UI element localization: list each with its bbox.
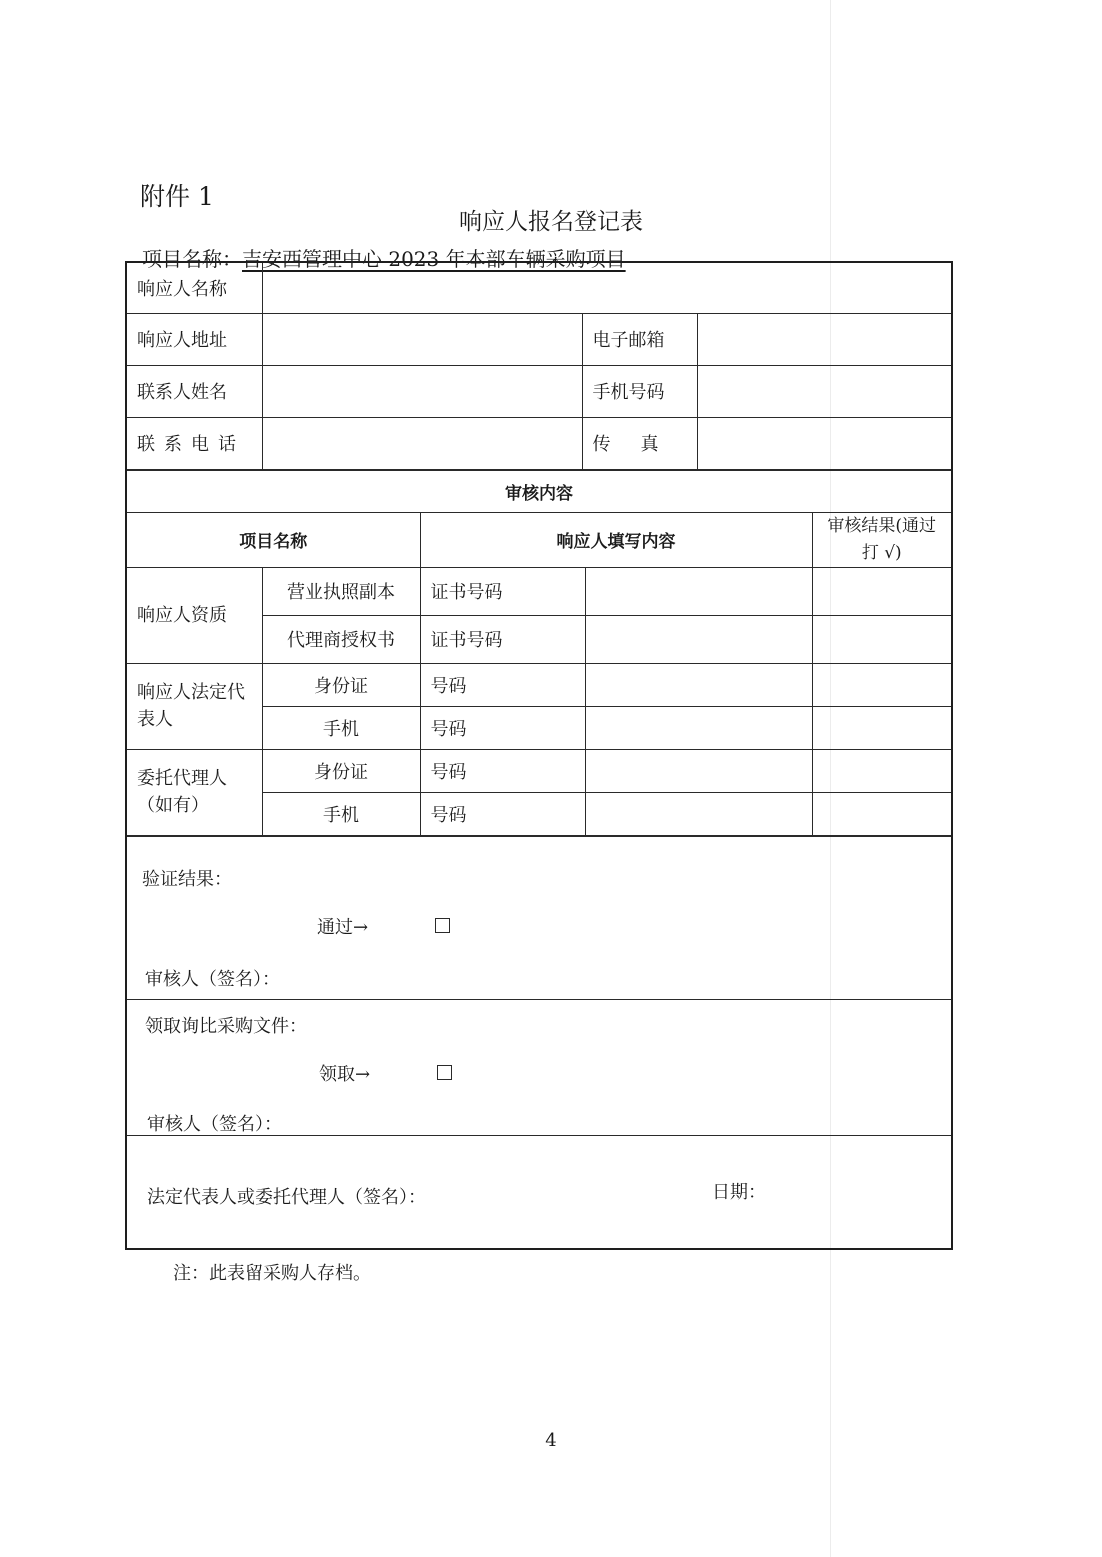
business-license-number-field[interactable] [585,567,812,615]
group-qualification: 响应人资质 [127,567,262,663]
item-id-card: 身份证 [262,749,420,792]
contact-phone-label: 联系电话 [127,417,262,469]
col-header-result: 审核结果(通过打 √) [812,512,951,567]
fax-label: 传真 [582,417,697,469]
page-number: 4 [545,1430,557,1451]
mobile-field[interactable] [697,365,951,417]
documents-section [127,999,951,1135]
agent-id-result-field[interactable] [812,749,951,792]
agent-id-field[interactable] [585,749,812,792]
item-agent-authorization: 代理商授权书 [262,615,420,663]
group-legal-representative: 响应人法定代表人 [127,663,262,749]
review-section-title: 审核内容 [127,470,951,512]
field-label-cert-number: 证书号码 [420,567,585,615]
date-label: 日期： [712,1181,766,1203]
pass-label: 通过→ [317,916,369,938]
agent-mobile-field[interactable] [585,792,812,835]
legal-rep-mobile-field[interactable] [585,706,812,749]
mobile-label: 手机号码 [582,365,697,417]
col-header-content: 响应人填写内容 [420,512,812,567]
agent-mobile-result-field[interactable] [812,792,951,835]
signature-label: 法定代表人或委托代理人（签名）： [147,1186,426,1208]
group-authorized-agent: 委托代理人（如有） [127,749,262,835]
item-mobile: 手机 [262,706,420,749]
applicant-info-table [127,263,951,470]
contact-name-field[interactable] [262,365,582,417]
legal-rep-id-result-field[interactable] [812,663,951,706]
review-table [127,470,951,836]
item-id-card: 身份证 [262,663,420,706]
applicant-name-label: 响应人名称 [127,263,262,313]
field-label-number: 号码 [420,706,585,749]
legal-rep-id-field[interactable] [585,663,812,706]
signature-section [127,1135,951,1248]
business-license-result-field[interactable] [812,567,951,615]
email-field[interactable] [697,313,951,365]
verification-section [127,836,951,999]
verification-reviewer-label: 审核人（签名）： [145,968,280,990]
applicant-address-label: 响应人地址 [127,313,262,365]
field-label-number: 号码 [420,663,585,706]
applicant-address-field[interactable] [262,313,582,365]
registration-form [125,261,953,1250]
archive-note: 注：此表留采购人存档。 [173,1263,371,1284]
project-name-label: 项目名称： [142,247,242,271]
collect-checkbox[interactable] [437,1062,452,1083]
documents-reviewer-label: 审核人（签名）： [147,1113,282,1135]
item-business-license: 营业执照副本 [262,567,420,615]
field-label-number: 号码 [420,749,585,792]
field-label-number: 号码 [420,792,585,835]
collect-label: 领取→ [319,1063,371,1085]
project-name-value: 吉安西管理中心 2023 年本部车辆采购项目 [242,247,626,271]
item-mobile: 手机 [262,792,420,835]
form-title: 响应人报名登记表 [459,209,643,235]
field-label-cert-number: 证书号码 [420,615,585,663]
contact-phone-field[interactable] [262,417,582,469]
email-label: 电子邮箱 [582,313,697,365]
legal-rep-mobile-result-field[interactable] [812,706,951,749]
attachment-label: 附件 1 [140,182,214,211]
verification-label: 验证结果： [142,868,232,890]
agent-authorization-result-field[interactable] [812,615,951,663]
fax-field[interactable] [697,417,951,469]
applicant-name-field[interactable] [262,263,951,313]
col-header-item: 项目名称 [127,512,420,567]
contact-name-label: 联系人姓名 [127,365,262,417]
pass-checkbox[interactable] [435,915,450,936]
documents-label: 领取询比采购文件： [145,1015,307,1037]
agent-authorization-number-field[interactable] [585,615,812,663]
